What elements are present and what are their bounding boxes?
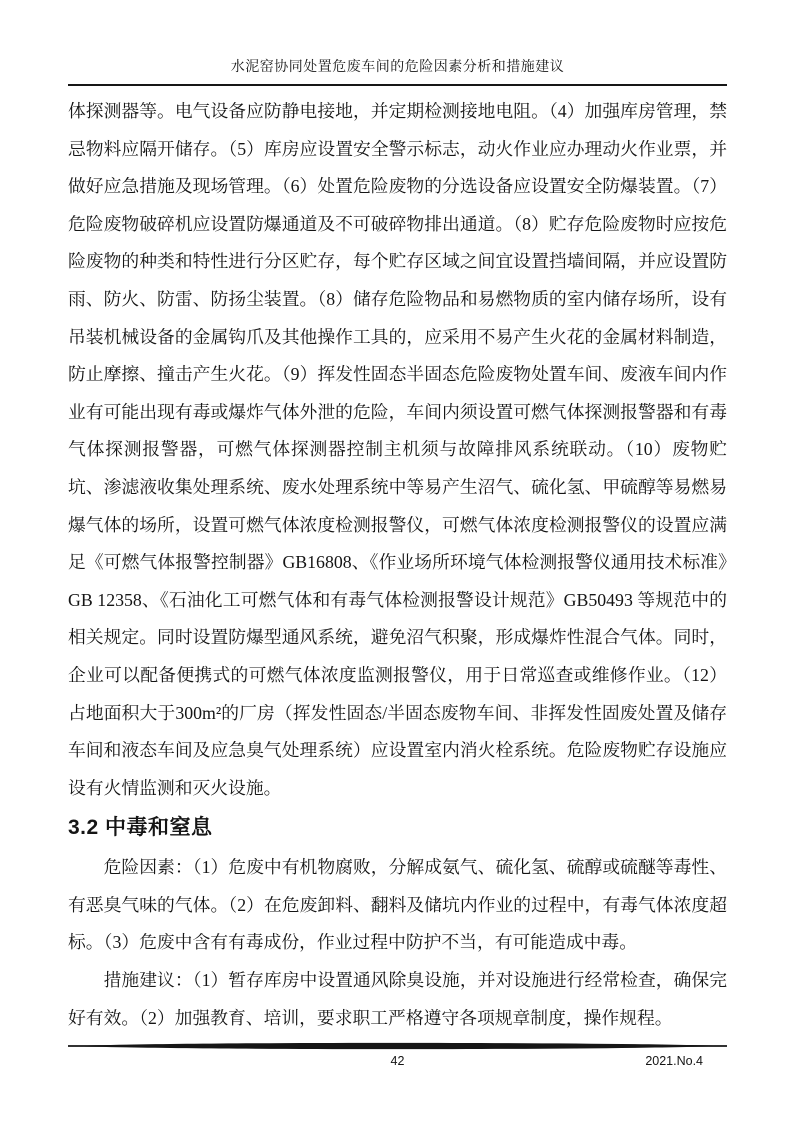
footer-tapered-rule — [68, 1041, 727, 1051]
footer — [68, 1052, 727, 1072]
section-heading-3-2: 3.2 中毒和窒息 — [68, 816, 213, 840]
body-paragraph-hazards: 危险因素：（1）危废中有机物腐败，分解成氨气、硫化氢、硫醇或硫醚等毒性、有恶臭气味的气体。（2）在危废卸料、翻料及储坑内作业的过程中，有毒气体浓度超标。（3）危废中含有有毒成份，作业过程中防护不当，有可能造成中毒。 — [68, 857, 727, 953]
body-paragraph-continuation: 体探测器等。电气设备应防静电接地，并定期检测接地电阻。（4）加强库房管理，禁忌物料应隔开储存。（5）库房应设置安全警示标志，动火作业应办理动火作业票，并做好应急措施及现场管理。（6）处置危险废物的分选设备应设置安全防爆装置。（7）危险废物破碎机应设置防爆通道及不可破碎物排出通道。（8）贮存危险废物时应按危险废物的种类和特性进行分区贮存，每个贮存区域之间宜设置挡墙间隔，并应设置防雨、防火、防雷、防扬尘装置。（8）储存危险物品和易燃物质的室内储存场所，设有吊装机械设备的金属钩爪及其他操作工具的，应采用不易产生火花的金属材料制造，防止摩擦、撞击产生火花。（9）挥发性固态半固态危险废物处置车间、废液车间内作业有可能出现有毒或爆炸气体外泄的危险，车间内须设置可燃气体探测报警器和有毒气体探测报警器，可燃气体探测器控制主机须与故障排风系统联动。（10）废物贮坑、渗滤液收集处理系统、废水处理系统中等易产生沼气、硫化氢、甲硫醇等易燃易爆气体的场所，设置可燃气体浓度检测报警仪，可燃气体浓度检测报警仪的设置应满足《可燃气体报警控制器》GB16808、《作业场所环境气体检测报警仪通用技术标准》GB 12358、《石油化工可燃气体和有毒气体检测报警设计规范》GB50493 等规范中的相关规定。同时设置防爆型通风系统，避免沼气积聚，形成爆炸性混合气体。同时，企业可以配备便携式的可燃气体浓度监测报警仪，用于日常巡查或维修作业。（12）占地面积大于300m²的厂房（挥发性固态/半固态废物车间、非挥发性固废处置及储存车间和液态车间及应急臭气处理系统）应设置室内消火栓系统。危险废物贮存设施应设有火情监测和灭火设施。 — [68, 101, 727, 798]
body-paragraph-measures: 措施建议：（1）暂存库房中设置通风除臭设施，并对设施进行经常检查，确保完好有效。（2）加强教育、培训，要求职工严格遵守各项规章制度，操作规程。 — [68, 970, 727, 1028]
issue-label: 2021.No.4 — [645, 1054, 703, 1068]
page-body — [68, 93, 727, 1037]
page-number: 42 — [390, 1054, 405, 1068]
running-title: 水泥窑协同处置危废车间的危险因素分析和措施建议 — [68, 57, 727, 86]
